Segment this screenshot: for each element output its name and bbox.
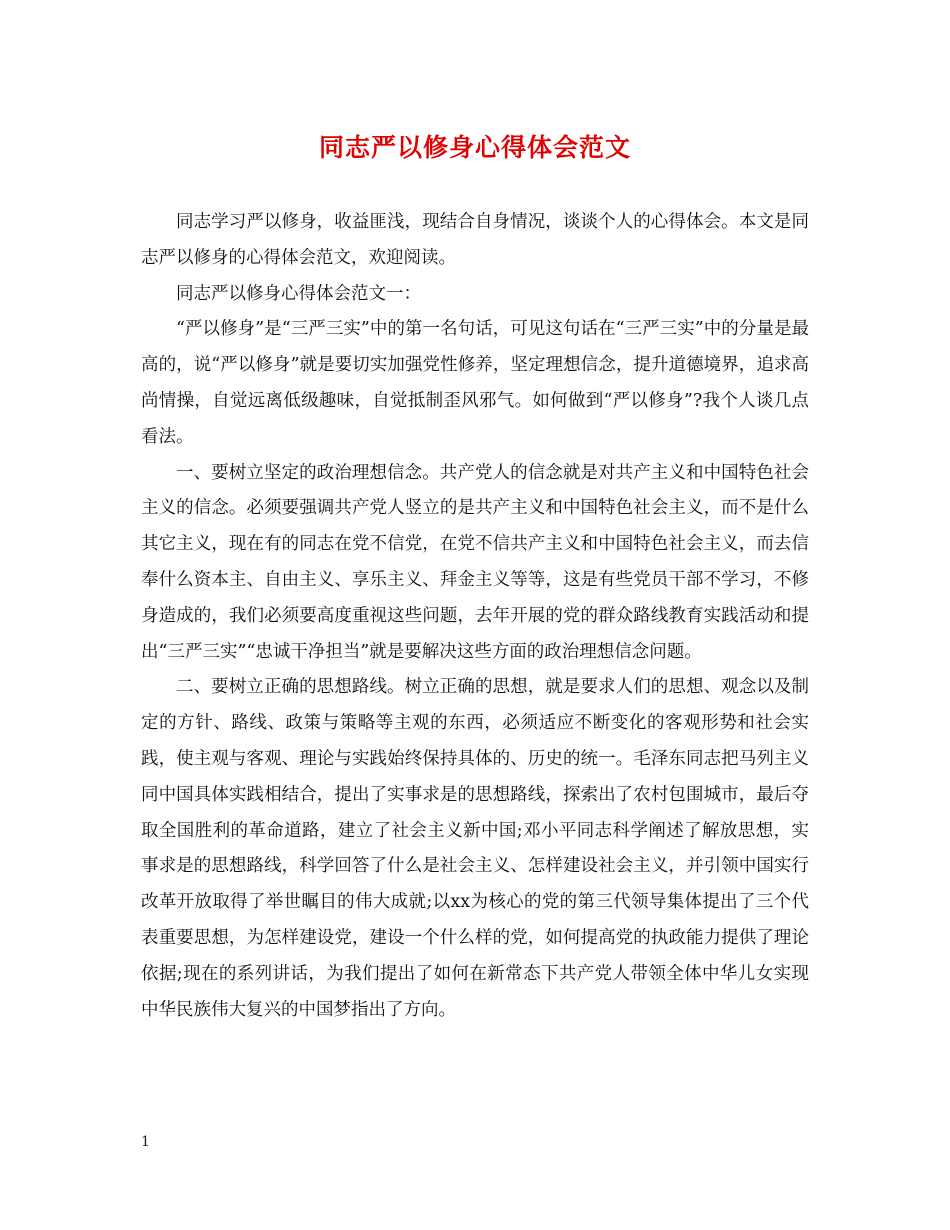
paragraph-point-one: 一、要树立坚定的政治理想信念。共产党人的信念就是对共产主义和中国特色社会主义的信念。必须要强调共产党人竖立的是共产主义和中国特色社会主义，而不是什么其它主义，现在有的同志在党不信党，在党不信共产主义和中国特色社会主义，而去信奉什么资本主、自由主义、享乐主义、拜金主义等等，这是有些党员干部不学习，不修身造成的，我们必须要高度重视这些问题，去年开展的党的群众路线教育实践活动和提出“三严三实”“忠诚干净担当”就是要解决这些方面的政治理想信念问题。: [141, 462, 809, 662]
document-body: [141, 205, 809, 1028]
paragraph-yanyixiushen: “严以修身”是“三严三实”中的第一名句话，可见这句话在“三严三实”中的分量是最高的，说“严以修身”就是要切实加强党性修养，坚定理想信念，提升道德境界，追求高尚情操，自觉远离低级趣味，自觉抵制歪风邪气。如何做到“严以修身”?我个人谈几点看法。: [141, 319, 809, 447]
page-number: 1: [141, 1134, 150, 1150]
paragraph-subheading: 同志严以修身心得体会范文一：: [176, 283, 421, 304]
paragraph-intro: 同志学习严以修身，收益匪浅，现结合自身情况，谈谈个人的心得体会。本文是同志严以修身的心得体会范文，欢迎阅读。: [141, 212, 809, 268]
paragraph-point-two: 二、要树立正确的思想路线。树立正确的思想，就是要求人们的思想、观念以及制定的方针、路线、政策与策略等主观的东西，必须适应不断变化的客观形势和社会实践，使主观与客观、理论与实践始终保持具体的、历史的统一。毛泽东同志把马列主义同中国具体实践相结合，提出了实事求是的思想路线，探索出了农村包围城市，最后夺取全国胜利的革命道路，建立了社会主义新中国;邓小平同志科学阐述了解放思想，实事求是的思想路线，科学回答了什么是社会主义、怎样建设社会主义，并引领中国实行改革开放取得了举世瞩目的伟大成就;以xx为核心的党的第三代领导集体提出了三个代表重要思想，为怎样建设党，建设一个什么样的党，如何提高党的执政能力提供了理论依据;现在的系列讲话，为我们提出了如何在新常态下共产党人带领全体中华儿女实现中华民族伟大复兴的中国梦指出了方向。: [141, 677, 809, 1020]
document-title: 同志严以修身心得体会范文: [318, 133, 631, 162]
